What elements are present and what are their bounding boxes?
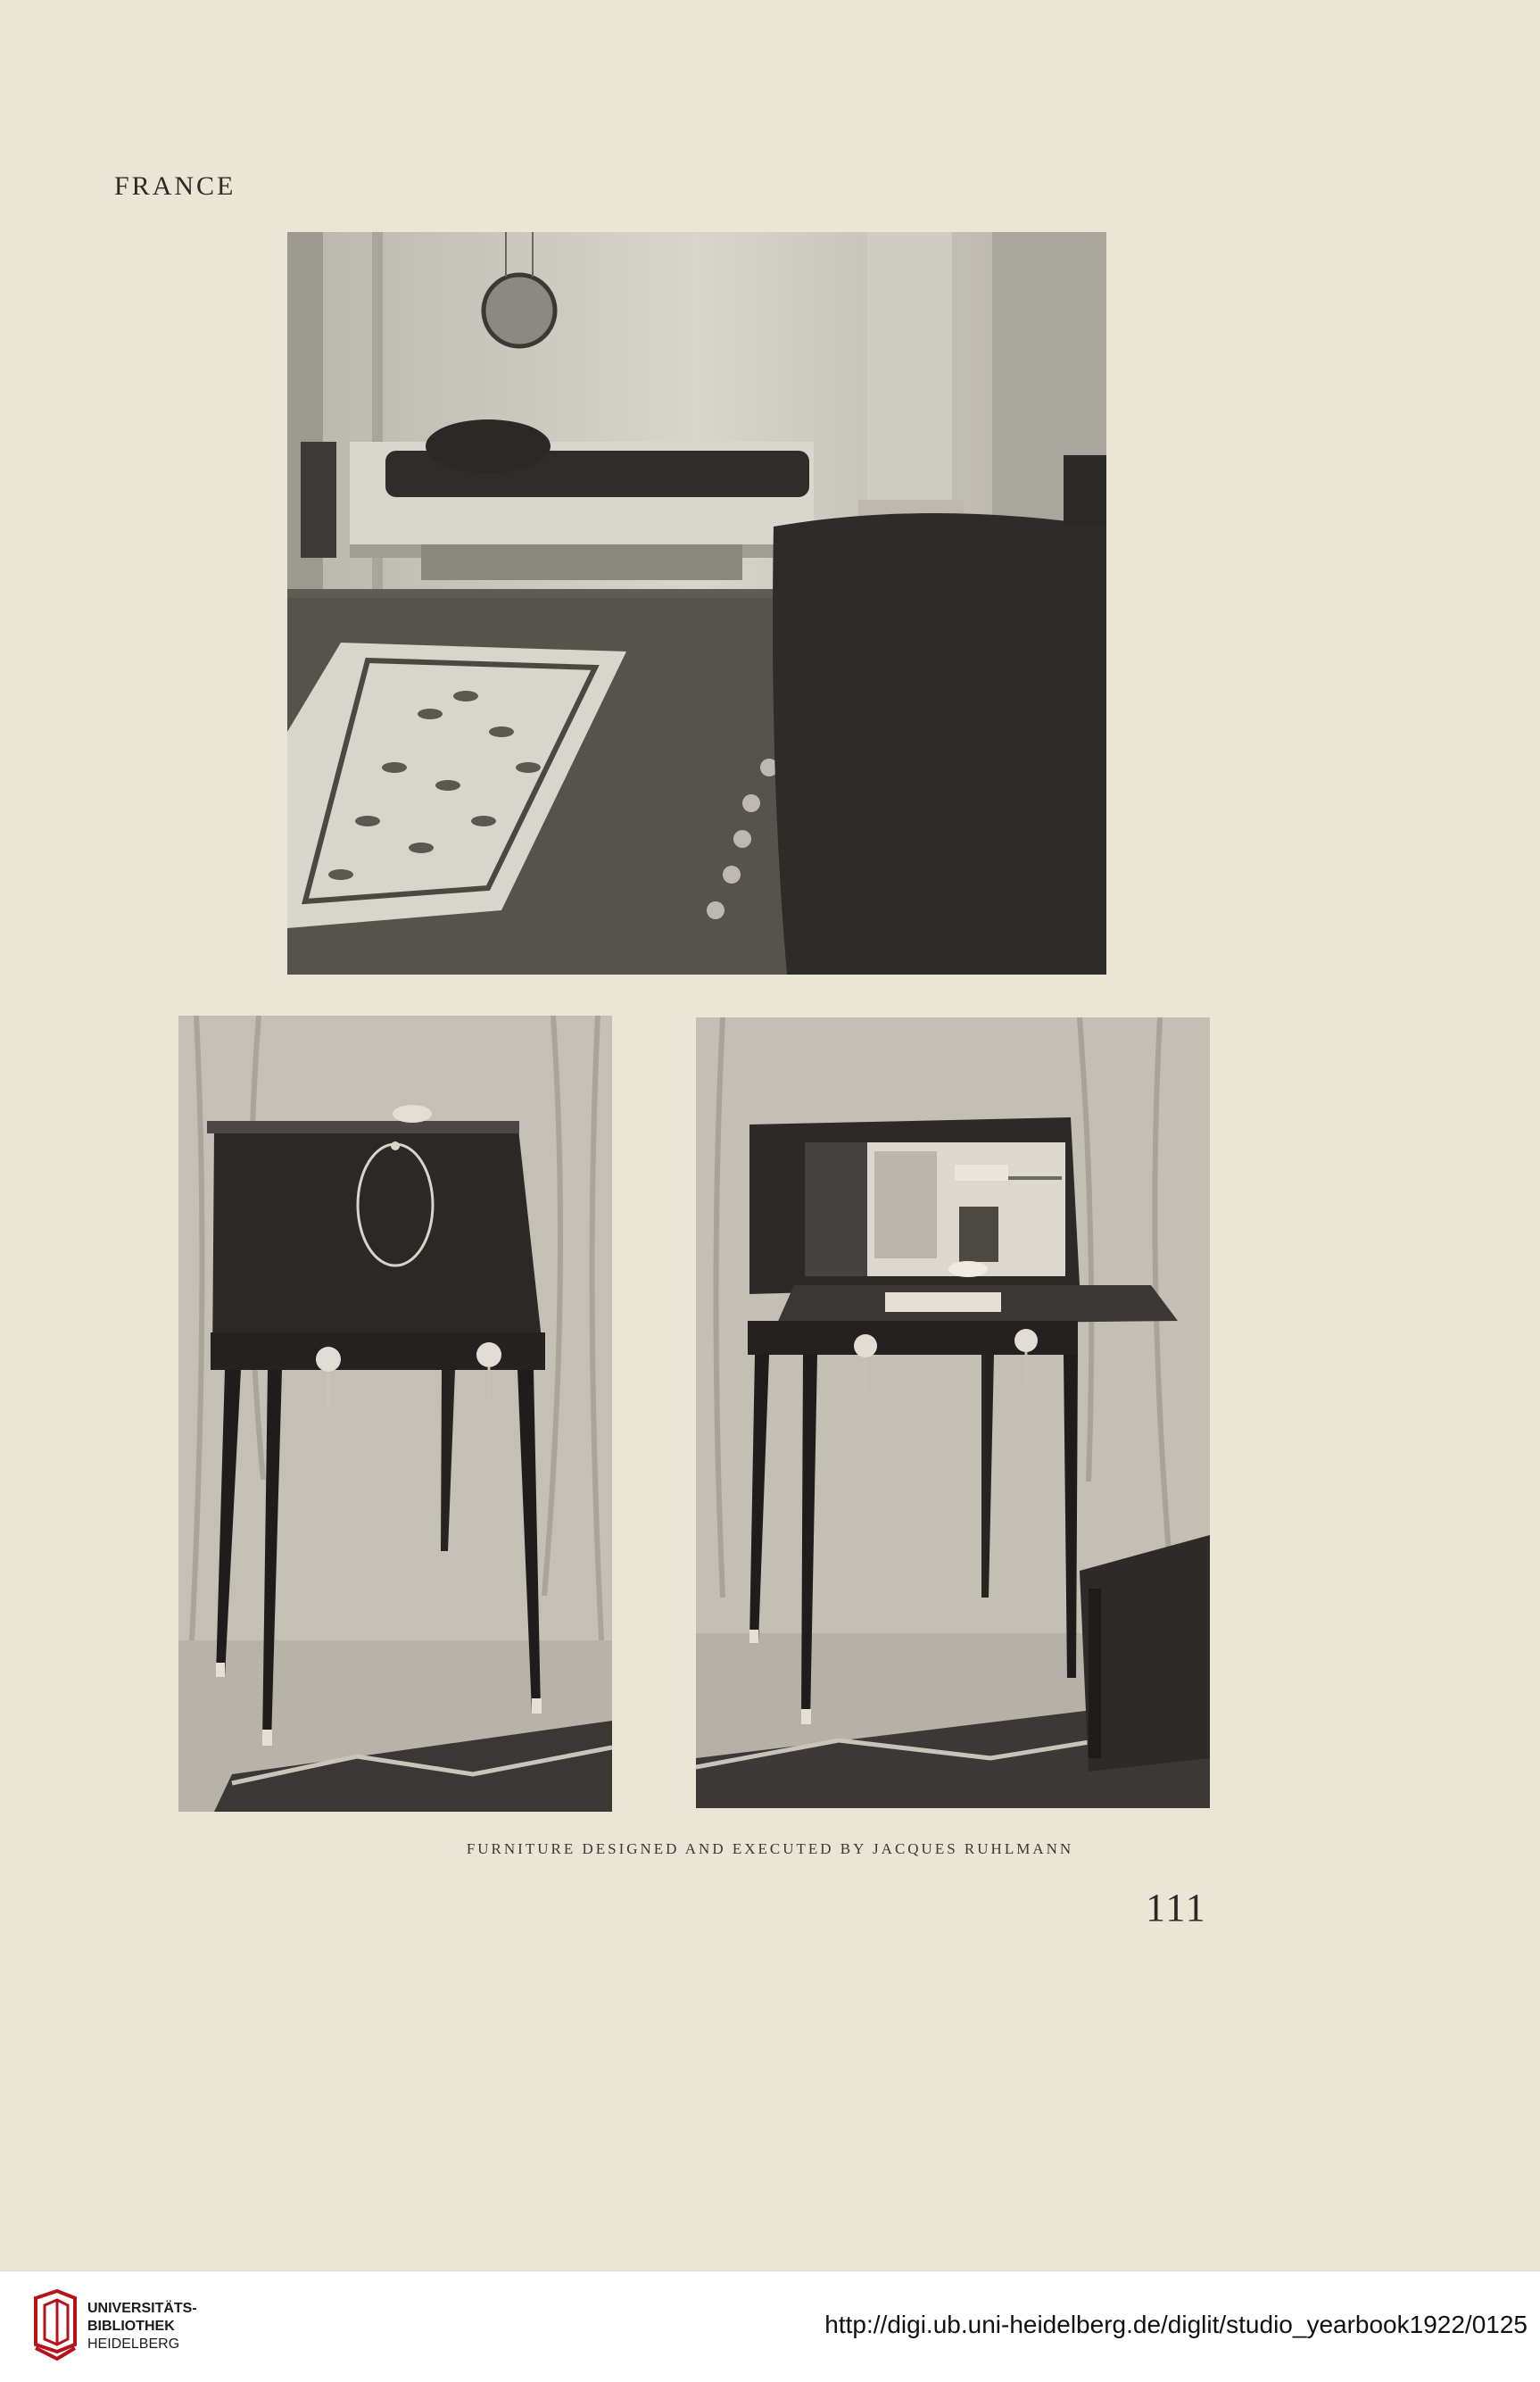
plate-caption: FURNITURE DESIGNED AND EXECUTED BY JACQUES RUHLMANN <box>466 1840 1074 1857</box>
library-name-line3: HEIDELBERG <box>87 2336 180 2352</box>
library-name-line1: UNIVERSITÄTS- <box>87 2301 197 2316</box>
library-logo-icon <box>32 2289 79 2364</box>
secretaire-open-illustration <box>696 1017 1210 1808</box>
secretaire-closed-illustration <box>178 1016 612 1812</box>
permalink-url[interactable]: http://digi.ub.uni-heidelberg.de/diglit/studio_yearbook1922/0125 <box>824 2311 1528 2338</box>
library-name <box>87 2300 197 2353</box>
photo-room-interior <box>287 232 1106 975</box>
library-footer <box>0 2270 1540 2382</box>
photo-secretaire-open <box>696 1017 1210 1808</box>
room-interior-illustration <box>287 232 1106 975</box>
library-name-line2: BIBLIOTHEK <box>87 2319 175 2334</box>
page-number: 111 <box>1146 1886 1207 1930</box>
running-head: FRANCE <box>114 171 236 201</box>
photo-secretaire-closed <box>178 1016 612 1812</box>
